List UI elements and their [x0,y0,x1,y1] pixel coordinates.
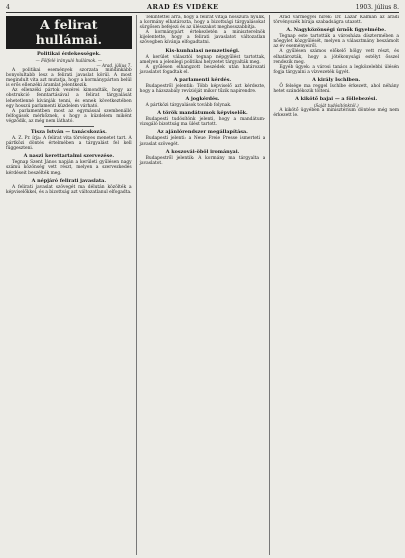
paragraph: Tekintettel arra, hogy a felirat vitája hosszúra nyúlik, a kormány elhatározta, hogy a bizottsági tárgyalásokat sürgősen befejezi és az ülésszakot meghosszabbítja. [139,15,266,31]
paragraph: A gyűlésen elhangzott beszédek után határozati javaslatot fogadtak el. [139,64,266,75]
paragraph: Tegnap Szent János napján a kerületi gyűlésen nagy számú közönség vett részt, melyen a szervezkedés kérdéseit beszélték meg. [6,160,132,176]
section-subheading: (Saját tudósítónktól.) [313,103,359,109]
paragraph: Budapesti jelenti: a Neue Freie Presse ismerteti a javaslat szövegét. [139,136,266,147]
paragraph: A felirati javaslat szövegét ma délután közölték a képviselőkkel, és a bizottság azt változatlanul elfogadta. [6,184,132,195]
banner-headline: A felirat hullámai. [6,16,132,49]
section-heading: A népjáró felirati javaslata. [31,177,107,184]
column-3 [269,15,399,555]
section-heading: A. Nagyközönségi úrnők figyelmébe. [286,27,386,34]
section-heading: Politikai érdekességek. [36,51,101,57]
paragraph: Budapestről jelentik: Több képviselő azt kérdezte, hogy a házszabály revízióját mikor tűzik napirendre. [139,83,266,95]
paragraph: A. Z. Pr. írja: A felirat vita törvényes menetet tart. A pártközi döntés értelmében a tárgyalást fel kell függeszteni. [6,136,132,152]
issue-date: 1903. július 8. [355,4,399,11]
section-heading: A jogkérdés. [185,96,220,103]
paragraph: Tegnap este tartották a városháza dísztermében a nőegylet közgyűlését, melyen a választmány beszámolt az év eseményeiről. [273,34,400,50]
section-heading: A parlamenti kérdés. [173,76,232,83]
column-1 [6,15,132,555]
paragraph: A gyűlésen számos előkelő hölgy vett részt, és elhatározták, hogy a jótékonysági estélyt ősszel rendezik meg. [273,49,400,65]
column-2 [136,15,266,555]
columns [6,15,399,555]
paragraph: Arad vármegyei hírek: Dr. Lázár Kálmán az aradi törvényszék bírája szabadságra utazott. [273,15,400,26]
paragraph: Budapestről jelentik: A kormány ma tárgyalta a javaslatot. [139,155,266,166]
page-number: 4 [6,4,10,11]
section-heading: A kikötő bajai — a föllebezési. [295,96,378,103]
paragraph: Az ellenzéki pártok vezérei kimondták, hogy az obstrukció fenntartásával a felirat tárgyalását lehetetlenné kívánják tenni, és ennek következtében egy hosszú parlamenti küzdelem várható. [6,88,132,109]
paper-title: ARAD ÉS VIDÉKE [147,3,219,11]
paragraph: Egyéb ügyek: a városi tanács a legközelebbi ülésén fogja tárgyalni a vízvezeték ügyét. [273,64,400,75]
paragraph: A pártközi tárgyalások tovább folynak. [145,103,232,109]
section-heading: Tisza István — tanácskozás. [30,129,107,136]
section-heading: A koszovái-öböl irományai. [165,148,240,155]
page-header [6,4,399,13]
paragraph: A kikötő ügyében a minisztérium döntése még nem érkezett le. [273,108,400,119]
section-heading: A király Ischlben. [312,76,361,83]
paragraph: Ő felsége ma reggel Ischlbe érkezett, ahol néhány hetet szándékozik tölteni. [273,83,400,95]
paragraph: A kerület választói tegnap népgyűlést tartottak, amelyen a jelenlegi politikai helyzetet tárgyalták meg. [139,54,266,65]
section-heading: Kis-kunhalasi nemzetiségi. [165,47,240,54]
section-heading: Az ajánlórendszer megállapítása. [157,129,248,136]
section-heading: A török mandátumok képviselők. [157,110,248,117]
dateline: — Arad, július 7. [96,63,132,68]
paragraph: A parlamentben most az egymással szembenálló felfogások mérkőznek, s hogy a küzdelem miként végződik, az még nem látható. [6,108,132,124]
divider [44,126,94,127]
paragraph: A politikai események szorzata mindinkább bonyolultabb lesz a felirati javaslat körül. A most megindult vita azt mutatja, hogy a kormánypárton belül is erős ellenzéki áramlat jelentkezik. [6,68,132,89]
paragraph: Budapesti tudósítónk jelenti, hogy a mandátum-vizsgáló bizottság ma ülést tartott. [139,117,266,128]
paragraph: A kormánypárt értekezletén a miniszterelnök kijelentette, hogy a felirati javaslatot változatlan szövegben kívánja elfogadtatni. [139,30,266,46]
section-heading: A naszi kerettartalmi szervezése. [23,153,115,160]
section-subheading: — Fölfelé irányuló hullámok. — [35,58,103,63]
